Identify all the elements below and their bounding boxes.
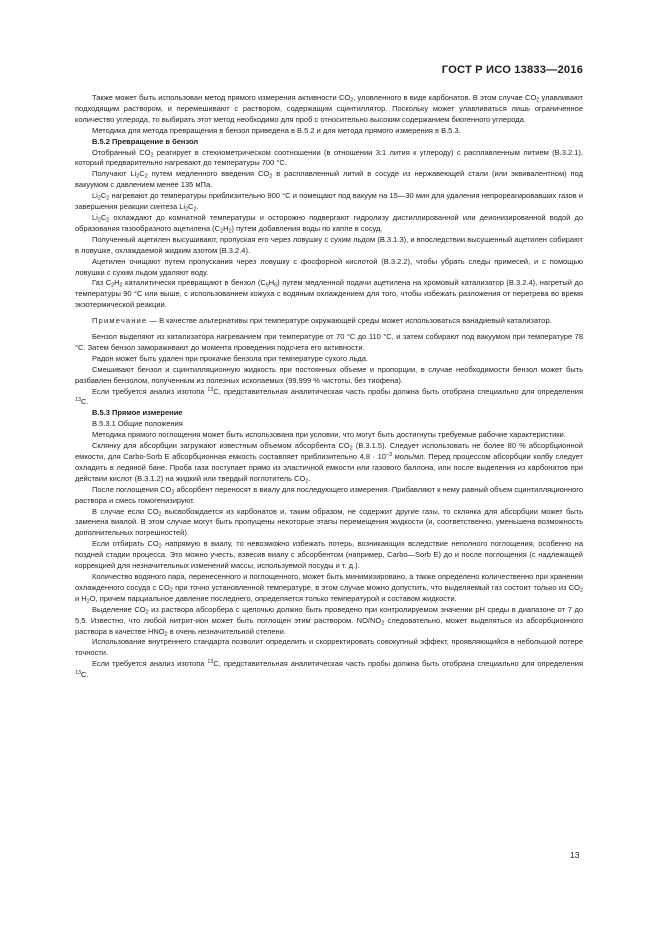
paragraph: $Li_2C_2$ охлаждают до комнатной температуры и осторожно подвергают гидролизу дистиллированной или деионизированной водой до образования газообразного ацетилена $(C_2H_2)$ путем добавления воды по капле в сосуд. xyxy=(75,212,583,235)
paragraph: Если требуется анализ изотопа $^{13}$C, представительная аналитическая часть пробы должна быть отобрана специально для определения $^{13}$C. xyxy=(75,659,584,680)
paragraph: Полученный ацетилен высушивают, пропуская его через ловушку с сухим льдом (В.3.1.3), и впоследствии высушенный ацетилен собирают в ловушке, охлаждаемой жидким азотом (В.3.2.4). xyxy=(75,234,583,255)
paragraph: Ацетилен очищают путем пропускания через ловушку с фосфорной кислотой (В.3.2.2), чтобы убрать следы примесей, и с помощью ловушки с сухим льдом удаляют воду. xyxy=(75,256,583,277)
paragraph: В случае если $CO_2$ высвобождается из карбонатов и, таким образом, не содержит другие газы, то склянка для абсорбции может быть заменена виалой. В этом случае могут быть пропущены некоторые этапы перемещения жидкости (и, соответственно, уменьшена возможность дополнительных погрешностей). xyxy=(75,506,583,538)
paragraph: Бензол выделяют из катализатора нагреванием при температуре от 70 °С до 110 °С, и затем собирают под вакуумом при температуре 78 °С. Затем бензол замораживают до момента проведения подсчета его активности. xyxy=(75,332,583,352)
paragraph: Радон может быть удален при прокачке бензола при температуре сухого льда. xyxy=(92,353,369,363)
subsection-heading: В.5.3.1 Общие положения xyxy=(92,419,183,429)
paragraph: Методика прямого поглощения может быть использована при условии, что могут быть достигнуты требуемые рабочие характеристики. xyxy=(92,430,566,440)
paragraph: Если требуется анализ изотопа $^{13}$C, представительная аналитическая часть пробы должна быть отобрана специально для определения $^{13}$C. xyxy=(75,386,584,407)
paragraph: Количество водяного пара, перенесенного и поглощенного, может быть минимизировано, а также определено количественно при хранении охлажденного сосуда с $CO_2$ при точно установленной температуре, в этом случае можно допустить, что выделяемый газ состоит только из $CO_2$ и $H_2O$, причем парциальное давление последнего, определяется только температурой и составом жидкости. xyxy=(75,571,583,605)
paragraph: Если отбирать $CO_2$ напрямую в виалу, то невозможно избежать потерь, возникающих вследствие неполного поглощения, особенно на поздней стадии процесса. Это можно учесть, взвесив виалу с абсорбентом (например, Carbo—Sorb E) до и после поглощения (с надлежащей коррекцией для незначительных изменений массы, используемой посуды и т. д.). xyxy=(75,539,583,571)
paragraph: $Li_2C_2$ нагревают до температуры приблизительно 900 °С и помещают под вакуум на 15—30 мин для удаления непрореагировавших газов и завершения реакции синтеза $Li_2C_2$. xyxy=(75,191,583,213)
document-body xyxy=(75,93,583,681)
section-heading: В.5.3 Прямое измерение xyxy=(92,408,183,418)
paragraph: Также может быть использован метод прямого измерения активности $CO_2$, уловленного в виде карбонатов. В этом случае $CO_2$ улавливают подходящим раствором, и перемешивают с раствором, содержащим сцинтиллятор. Поскольку может улавливаться лишь ограниченное количество углерода, то выбирать этот метод необходимо для проб с относительно высоким содержанием биогенного углерода. xyxy=(75,93,583,124)
paragraph: Склянку для абсорбции загружают известным объемом абсорбента $CO_2$ (В.3.1.5). Следует использовать не более 80 % абсорбционной емкости, для Carbo-Sorb E абсорбционная емкость составляет приблизительно $4,8 \cdot 10^{-3}$ моль/мл. Перед процессом абсорбции колбу следует охладить в ледяной бане. Проба газа поступает прямо из эластичной емкости или газового баллона, или после выделения из карбонатов при действии кислот (В.3.1.2) на жидкий или твердый поглотитель $CO_2$. xyxy=(75,441,583,485)
section-heading: В.5.2 Превращение в бензол xyxy=(92,136,199,146)
paragraph: Получают $Li_2C_2$ путем медленного введения $CO_2$ в расплавленный литий в сосуде из нержавеющей стали (или эквивалентном) под вакуумом с давлением менее 135 мПа. xyxy=(75,169,583,190)
paragraph: Выделение $CO_2$ из раствора абсорбера с щелочью должно быть проведено при контролируемом значении pH среды в диапазоне от 7 до 5,5. Известно, что любой нитрит-ион может быть поглощен этим раствором. $NO/NO_2$ следовательно, может выделяться из абсорбционного раствора в качестве $HNO_2$ в очень незначительной степени. xyxy=(75,604,584,637)
paragraph: Методика для метода превращения в бензол приведена в В.5.2 и для метода прямого измерения в В.5.3. xyxy=(92,125,461,135)
note: Примечание — В качестве альтернативы при температуре окружающей среды может использоваться ванадиевый катализатор. xyxy=(92,316,552,326)
paragraph: Использование внутреннего стандарта позволит определить и скорректировать совокупный эффект, проявляющийся в небольшой потере точности. xyxy=(75,637,583,658)
paragraph: Смешивают бензол и сцинтилляционную жидкость при постоянных объеме и пропорции, в случае необходимости бензол может быть разбавлен бензолом, полученным из полезных ископаемых (99,999 % чистоты, без тиофена). xyxy=(75,364,583,385)
document-header: ГОСТ Р ИСО 13833—2016 xyxy=(441,64,583,76)
paragraph: Газ $C_2H_2$ каталитически превращают в бензол $(C_6H_6)$ путем медленной подачи ацетилена на хромовый катализатор (В.3.2.4), нагретый до температуры 90 °С или выше, с использованием кожуха с водяным охлаждением для того, чтобы избежать разложения от перегрева во время экзотермической реакции. xyxy=(75,278,583,310)
paragraph: После поглощения $CO_2$ абсорбент переносят в виалу для последующего измерения. Прибавляют к нему равный объем сцинтилляционного раствора и смесь гомогенизируют. xyxy=(75,484,584,505)
paragraph: Отобранный $CO_2$ реагирует в стехиометрическом соотношении (в отношении 3:1 лития к углероду) с расплавленным литием (В.3.2.1), который предварительно нагревают до температуры 700 °С. xyxy=(75,147,583,168)
page-number: 13 xyxy=(570,850,580,860)
